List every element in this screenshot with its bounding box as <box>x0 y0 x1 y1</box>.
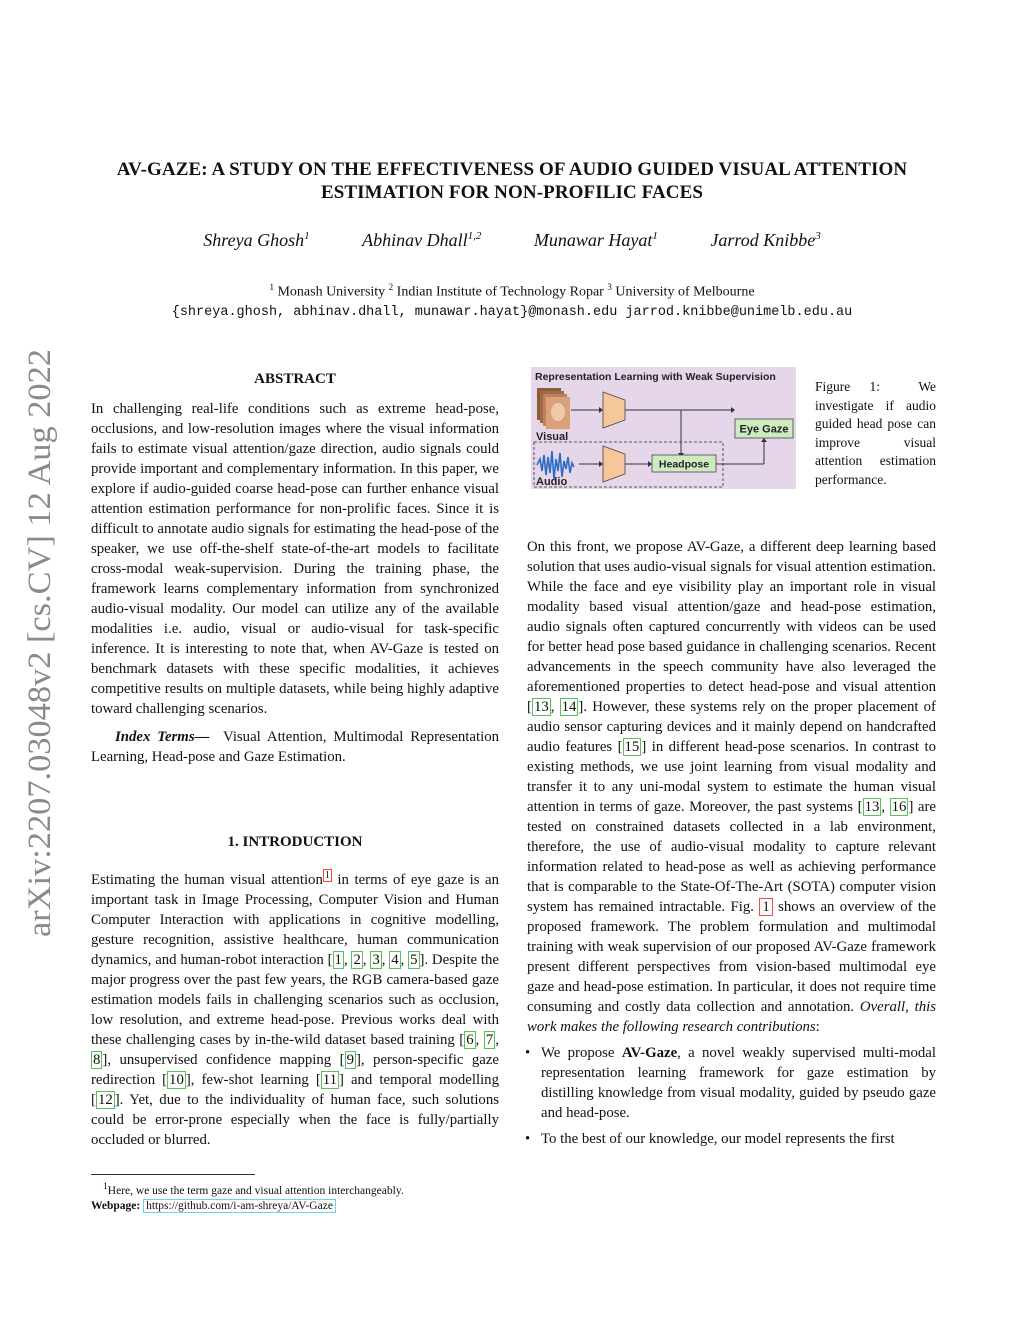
intro-heading: 1. INTRODUCTION <box>227 834 363 850</box>
paragraph: On this front, we propose AV-Gaze, a different deep learning based solution that uses audio-visual signals for visual attention estimation. While the face and eye visibility play an important role in visual modality based visual attention/gaze and head-pose estimation, audio signals often captured concurrently with videos can be used for better head pose based guidance in challenging scenarios. Recent advancements in the speech community have also leveraged the aforementioned properties to detect head-pose and visual attention [ 13 , 14 ]. However, these systems rely on the proper placement of audio sensor capturing devices and it mainly depend on handcrafted audio features [ 15 ] in different head-pose scenarios. In contrast to existing methods, we use joint learning from visual modality and transfer it to any uni-modal system to estimate the human visual attention in terms of gaze. Moreover, the past systems [ 13 , 16 ] are tested on constrained datasets collected in a lab environment, therefore, the use of audio-visual modality to capture relevant information related to head-pose as well as achieving performance that is comparable to the State-Of-The-Art (SOTA) computer vision system has remained intractable. Fig. 1 shows an overview of the proposed framework. The problem formulation and multimodal training with weak supervision of our proposed AV-Gaze framework present different perspectives from vision-based multimodal eye gaze and head-pose estimation. In particular, it does not require time consuming and costly data collection and annotation. Overall, this work makes the following research contributions: <box>527 539 936 1035</box>
citation-link[interactable]: 15 <box>624 739 640 755</box>
figure-header: Representation Learning with Weak Supervision <box>535 371 776 383</box>
introduction-section <box>91 832 499 1150</box>
figure-ref-link[interactable]: 1 <box>759 898 772 916</box>
citation-link[interactable]: 14 <box>561 699 577 715</box>
citation-link[interactable]: 13 <box>533 699 549 715</box>
arxiv-id: arXiv:2207.03048v2 [cs.CV] 12 Aug 2022 <box>22 372 58 937</box>
footnote-rule <box>91 1174 255 1175</box>
citation-link[interactable]: 2 <box>353 952 361 968</box>
author-list <box>0 230 1024 251</box>
webpage-link[interactable]: https://github.com/i-am-shreya/AV-Gaze <box>143 1199 336 1213</box>
footnote: $^1$Here, we use the term gaze and visual attention interchangeably. Webpage: https://github.com/i-am-shreya/AV-Gaze <box>91 1181 404 1212</box>
footnote-ref[interactable]: 1 <box>324 870 330 882</box>
figure-1 <box>531 367 796 489</box>
citation-link[interactable]: 7 <box>485 1032 494 1048</box>
figure-caption: Figure 1: We investigate if audio guided head pose can improve visual attention estimation performance. <box>815 379 936 487</box>
author: Munawar Hayat$^1$ <box>533 230 658 250</box>
right-column-text <box>527 537 936 1149</box>
citation-link[interactable]: 11 <box>322 1072 337 1088</box>
affiliations: $^1$ Monash University $^2$ Indian Institute of Technology Ropar $^3$ University of Melbourne <box>269 282 755 300</box>
citation-link[interactable]: 4 <box>391 952 399 968</box>
abstract-section <box>91 369 499 767</box>
eye-gaze-label: Eye Gaze <box>739 423 789 436</box>
abstract-text: In challenging real-life conditions such as extreme head-pose, occlusions, and low-resolution images where the visual information fails to estimate visual attention/gaze direction, audio signals could provide important and complementary information. In this paper, we explore if audio-guided coarse head-pose can further enhance visual attention estimation performance for non-prolific faces. Since it is difficult to annotate audio signals for estimating the head-pose of the speaker, we use off-the-shelf state-of-the-art models to facilitate cross-modal weak-supervision. During the training phase, the framework learns complementary information from synchronized audio-visual modality. Our model can utilize any of the available modalities i.e. audio, visual or audio-visual for task-specific inference. It is interesting to note that, when AV-Gaze is tested on benchmark datasets with these specific modalities, it achieves competitive results on multiple datasets, while being highly adaptive toward challenging scenarios. <box>91 401 499 717</box>
author: Shreya Ghosh$^1$ <box>203 230 310 250</box>
citation-link[interactable]: 9 <box>346 1052 354 1068</box>
contribution-list <box>527 1043 936 1149</box>
list-item: • To the best of our knowledge, our model represents the first <box>527 1129 936 1149</box>
author: Jarrod Knibbe$^3$ <box>710 230 821 250</box>
citation-link[interactable]: 8 <box>93 1052 101 1068</box>
visual-label: Visual <box>536 431 569 443</box>
audio-label: Audio <box>536 476 568 488</box>
author-emails: {shreya.ghosh, abhinav.dhall, munawar.hayat}@monash.edu jarrod.knibbe@unimelb.edu.au <box>171 305 853 320</box>
paper-title: AV-GAZE: A STUDY ON THE EFFECTIVENESS OF AUDIO GUIDED VISUAL ATTENTION ESTIMATION FOR NON-PROFILIC FACES <box>116 159 908 203</box>
citation-link[interactable]: 12 <box>97 1092 113 1108</box>
citation-link[interactable]: 5 <box>410 952 418 968</box>
citation-link[interactable]: 13 <box>864 799 880 815</box>
abstract-heading: ABSTRACT <box>254 371 336 387</box>
author: Abhinav Dhall$^{1,2}$ <box>362 230 482 250</box>
citation-link[interactable]: 1 <box>334 952 342 968</box>
intro-paragraph: Estimating the human visual attention $^1$ in terms of eye gaze is an important task in Image Processing, Computer Vision and Human Computer Interaction with applications in cognitive modelling, gesture recognition, assistive healthcare, human communication dynamics, and human-robot interaction [ 1 , 2 , 3 , 4 , 5 ]. Despite the major progress over the past few years, the RGB camera-based gaze estimation models fails in challenging scenarios such as occlusion, low resolution, and extreme head-pose. Previous works deal with these challenging cases by in-the-wild dataset based training [ 6 , 7 , 8 ], unsupervised confidence mapping [ 9 ], person-specific gaze redirection [ 10 ], few-shot learning [ 11 ] and temporal modelling [ 12 ]. Yet, due to the individuality of human face, such solutions could be error-prone especially when the face is fully/partially occluded or blurred. <box>91 870 499 1148</box>
headpose-label: Headpose <box>658 458 710 471</box>
index-terms: Index Terms— Visual Attention, Multimodal Representation Learning, Head-pose and Gaze Estimation. <box>91 729 500 765</box>
citation-link[interactable]: 10 <box>169 1072 184 1088</box>
citation-link[interactable]: 16 <box>891 799 907 815</box>
citation-link[interactable]: 3 <box>372 952 380 968</box>
arxiv-stamp <box>8 345 60 945</box>
citation-link[interactable]: 6 <box>466 1032 474 1048</box>
list-item: • We propose AV-Gaze, a novel weakly supervised multi-modal representation learning framework for gaze estimation by distilling knowledge from visual modality, guided by pseudo gaze and head-pose. <box>527 1043 936 1123</box>
face-stack-icon <box>537 388 570 429</box>
